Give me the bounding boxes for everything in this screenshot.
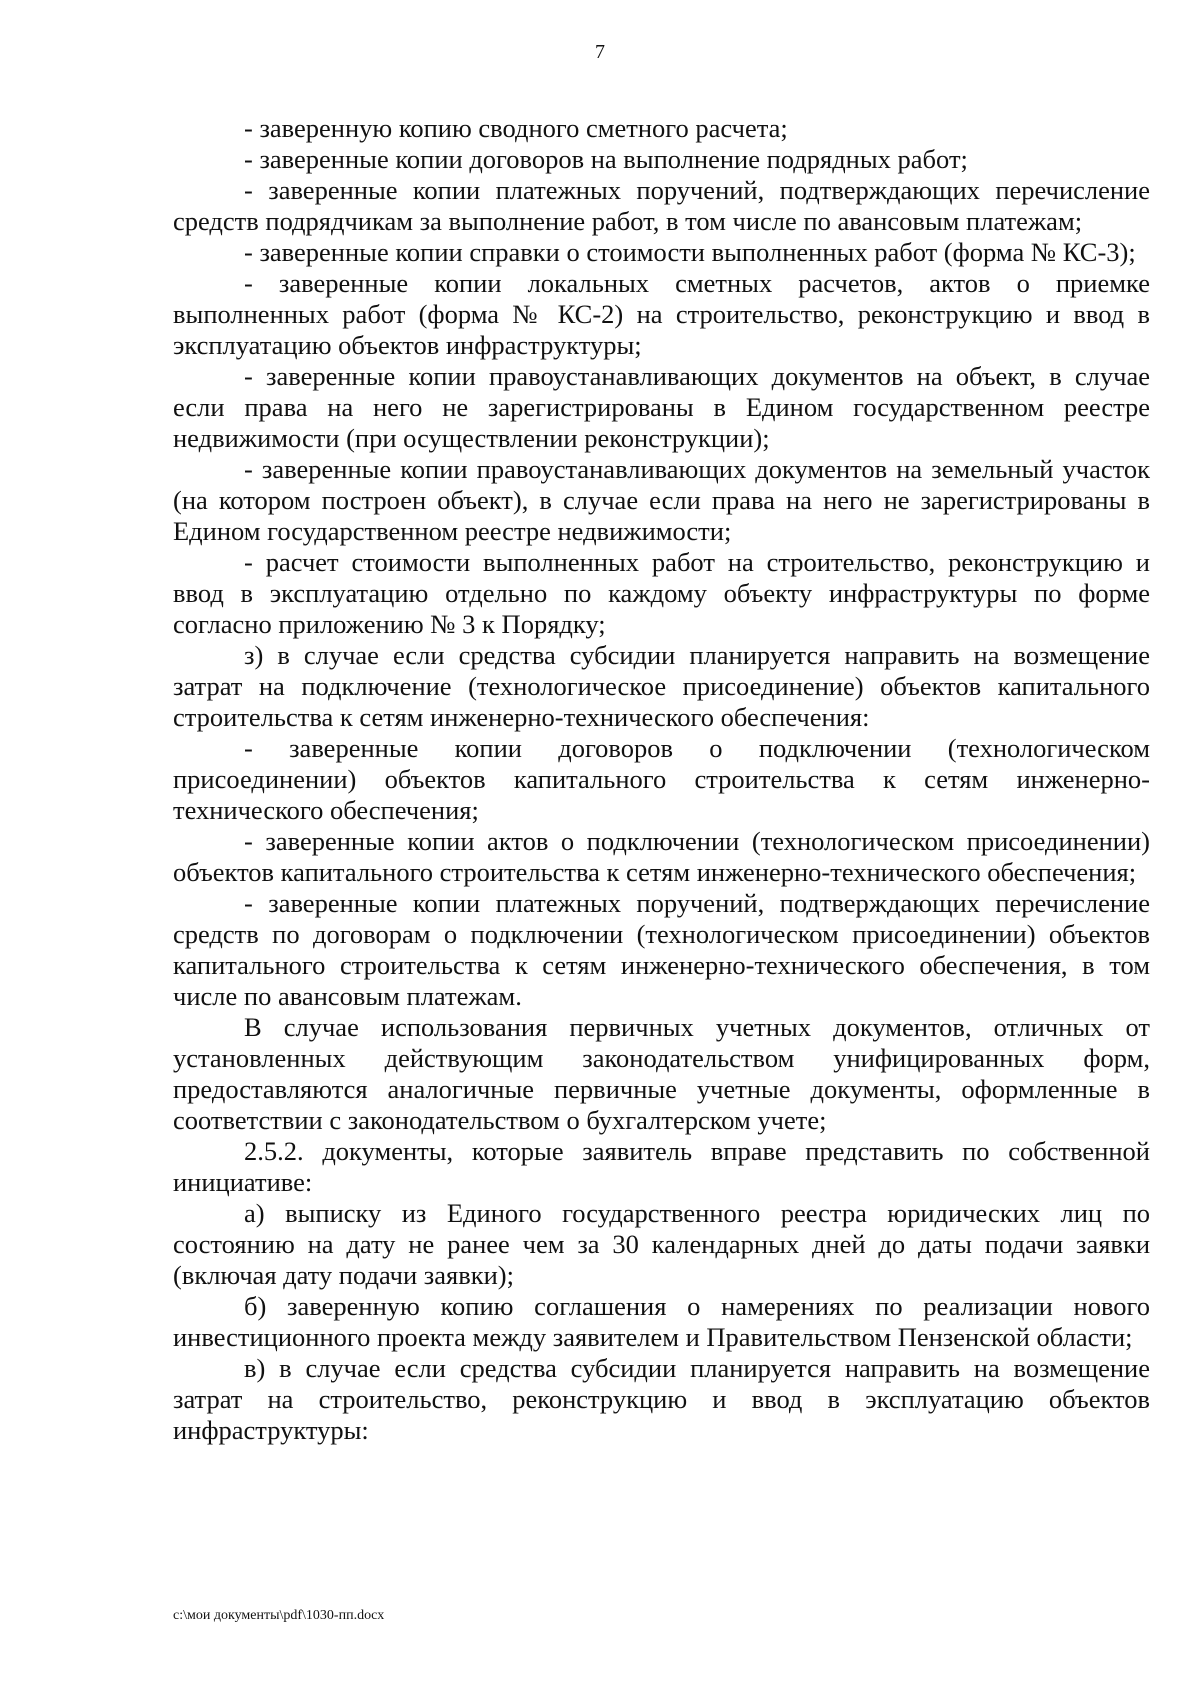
paragraph: - расчет стоимости выполненных работ на строительство, реконструкцию и ввод в эксплуатацию отдельно по каждому объекту инфраструктуры по форме согласно приложению № 3 к Порядку; [173,547,1150,639]
paragraph: В случае использования первичных учетных документов, отличных от установленных действующим законодательством унифицированных форм, предоставляются аналогичные первичные учетные документы, оформленные в соответствии с законодательством о бухгалтерском учете; [173,1012,1150,1135]
paragraph: - заверенные копии локальных сметных расчетов, актов о приемке выполненных работ (форма № КС-2) на строительство, реконструкцию и ввод в эксплуатацию объектов инфраструктуры; [173,268,1150,360]
paragraph: - заверенные копии правоустанавливающих документов на объект, в случае если права на него не зарегистрированы в Едином государственном реестре недвижимости (при осуществлении реконструкции); [173,361,1150,453]
paragraph: а) выписку из Единого государственного реестра юридических лиц по состоянию на дату не ранее чем за 30 календарных дней до даты подачи заявки (включая дату подачи заявки); [173,1198,1150,1290]
paragraph: - заверенные копии платежных поручений, подтверждающих перечисление средств по договорам о подключении (технологическом присоединении) объектов капитального строительства к сетям инженерно-технического обеспечения, в том числе по авансовым платежам. [173,888,1150,1011]
paragraph: з) в случае если средства субсидии планируется направить на возмещение затрат на подключение (технологическое присоединение) объектов капитального строительства к сетям инженерно-технического обеспечения: [173,640,1150,732]
paragraph: - заверенные копии актов о подключении (технологическом присоединении) объектов капитального строительства к сетям инженерно-технического обеспечения; [173,826,1150,887]
page-number: 7 [595,41,605,63]
paragraph: б) заверенную копию соглашения о намерениях по реализации нового инвестиционного проекта между заявителем и Правительством Пензенской области; [173,1291,1150,1352]
paragraph: - заверенные копии справки о стоимости выполненных работ (форма № КС-3); [244,237,1136,267]
paragraph: - заверенную копию сводного сметного расчета; [244,113,788,143]
paragraph: - заверенные копии платежных поручений, подтверждающих перечисление средств подрядчикам за выполнение работ, в том числе по авансовым платежам; [173,175,1150,236]
paragraph: в) в случае если средства субсидии планируется направить на возмещение затрат на строительство, реконструкцию и ввод в эксплуатацию объектов инфраструктуры: [173,1353,1150,1445]
paragraph: - заверенные копии правоустанавливающих документов на земельный участок (на котором построен объект), в случае если права на него не зарегистрированы в Едином государственном реестре недвижимости; [173,454,1150,546]
paragraph: - заверенные копии договоров о подключении (технологическом присоединении) объектов капитального строительства к сетям инженерно-технического обеспечения; [173,733,1150,825]
document-body [173,113,1150,1446]
paragraph: - заверенные копии договоров на выполнение подрядных работ; [244,144,968,174]
paragraph: 2.5.2. документы, которые заявитель вправе представить по собственной инициативе: [173,1136,1150,1197]
file-path-footer: c:\мои документы\pdf\1030-пп.docx [173,1608,385,1623]
